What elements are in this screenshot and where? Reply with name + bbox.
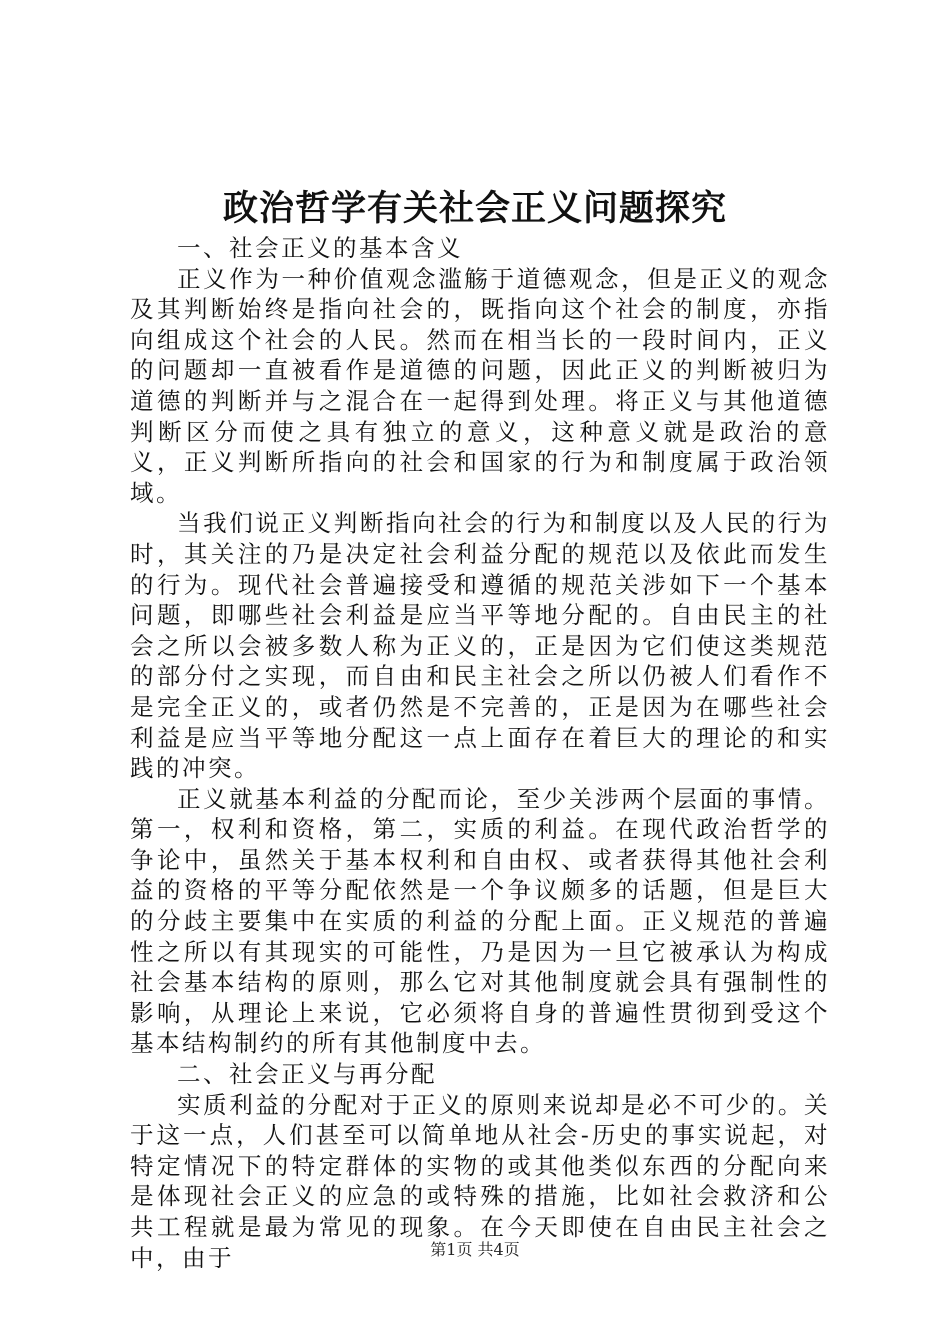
paragraph-1: 正义作为一种价值观念滥觞于道德观念，但是正义的观念及其判断始终是指向社会的，既指向这个社会的制度，亦指向组成这个社会的人民。然而在相当长的一段时间内，正义的问题却一直被看作是道德的问题，因此正义的判断被归为道德的判断并与之混合在一起得到处理。将正义与其他道德判断区分而使之具有独立的意义，这种意义就是政治的意义，正义判断所指向的社会和国家的行为和制度属于政治领域。	[130, 264, 830, 507]
document-body	[130, 233, 830, 1273]
paragraph-2: 当我们说正义判断指向社会的行为和制度以及人民的行为时，其关注的乃是决定社会利益分配的规范以及依此而发生的行为。现代社会普遍接受和遵循的规范关涉如下一个基本问题，即哪些社会利益是应当平等地分配的。自由民主的社会之所以会被多数人称为正义的，正是因为它们使这类规范的部分付之实现，而自由和民主社会之所以仍被人们看作不是完全正义的，或者仍然是不完善的，正是因为在哪些社会利益是应当平等地分配这一点上面存在着巨大的理论的和实践的冲突。	[130, 509, 830, 783]
paragraph-3: 正义就基本利益的分配而论，至少关涉两个层面的事情。第一，权利和资格，第二，实质的利益。在现代政治哲学的争论中，虽然关于基本权利和自由权、或者获得其他社会利益的资格的平等分配依然是一个争议颇多的话题，但是巨大的分歧主要集中在实质的利益的分配上面。正义规范的普遍性之所以有其现实的可能性，乃是因为一旦它被承认为构成社会基本结构的原则，那么它对其他制度就会具有强制性的影响，从理论上来说，它必须将自身的普遍性贯彻到受这个基本结构制约的所有其他制度中去。	[130, 784, 830, 1058]
section-heading-2: 二、社会正义与再分配	[177, 1060, 437, 1089]
section-heading-1: 一、社会正义的基本含义	[177, 234, 463, 262]
document-title: 政治哲学有关社会正义问题探究	[222, 188, 727, 229]
page-footer: 第1页 共4页	[430, 1240, 520, 1259]
paragraph-4: 实质利益的分配对于正义的原则来说却是必不可少的。关于这一点，人们甚至可以简单地从社会-历史的事实说起，对特定情况下的特定群体的实物的或其他类似东西的分配向来是体现社会正义的应急的或特殊的措施，比如社会救济和公共工程就是最为常见的现象。在今天即使在自由民主社会之中，由于	[130, 1090, 830, 1272]
